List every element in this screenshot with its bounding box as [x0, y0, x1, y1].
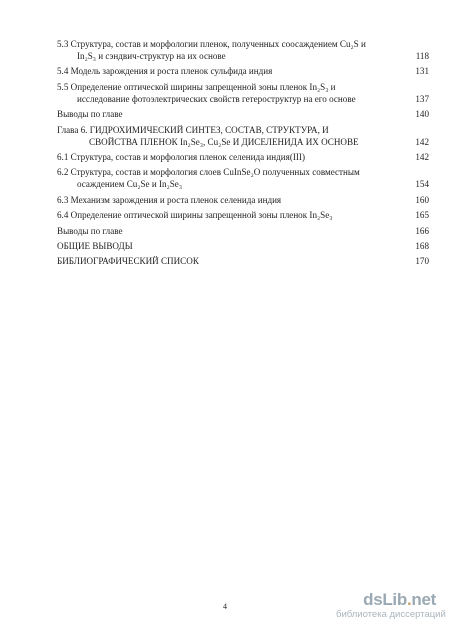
toc-page-number: 142: [415, 151, 429, 162]
toc-entry-text: 5.5 Определение оптической ширины запрещенной зоны пленок In₂S₃ и: [57, 81, 336, 92]
dslib-watermark: [336, 590, 446, 620]
toc-page-number: 170: [415, 256, 429, 267]
toc-chapter-title: СВОЙСТВА ПЛЕНОК In₂Se₃, Cu₂Se И ДИСЕЛЕНИДА ИХ ОСНОВЕ: [89, 136, 359, 147]
toc-entry-text: Выводы по главе: [57, 225, 123, 236]
toc-page-number: 142: [415, 136, 429, 147]
toc-entry-text: БИБЛИОГРАФИЧЕСКИЙ СПИСОК: [57, 256, 199, 267]
toc-entry[interactable]: [57, 255, 429, 267]
toc-entry-text: Выводы по главе: [57, 109, 123, 120]
toc-page-number: 131: [415, 66, 429, 77]
toc-entry[interactable]: [57, 194, 429, 206]
toc-chapter-entry[interactable]: [57, 124, 429, 148]
toc-page-number: 137: [415, 93, 429, 104]
toc-page-number: 168: [415, 240, 429, 251]
toc-entry[interactable]: [57, 81, 429, 105]
toc-entry-text: 5.4 Модель зарождения и роста пленок сульфида индия: [57, 66, 273, 77]
toc-entry[interactable]: [57, 108, 429, 120]
toc-entry-text: исследование фотоэлектрических свойств гетероструктур на его основе: [77, 93, 356, 104]
toc-entry[interactable]: [57, 65, 429, 77]
toc-entry-text: 6.4 Определение оптической ширины запрещенной зоны пленок In₂Se₃: [57, 210, 333, 221]
toc-page-number: 160: [415, 194, 429, 205]
toc-entry[interactable]: [57, 225, 429, 237]
toc-entry[interactable]: [57, 166, 429, 190]
toc-entry-text: осаждением Cu₂Se и In₂Se₃: [77, 179, 183, 190]
toc-entry[interactable]: [57, 240, 429, 252]
toc-entry-text: 6.1 Структура, состав и морфология пленок селенида индия(III): [57, 151, 305, 162]
toc-entry-text: 5.3 Структура, состав и морфологии пленок, полученных соосаждением Cu₂S и: [57, 39, 366, 49]
table-of-contents: [57, 38, 429, 271]
toc-page-number: 140: [415, 109, 429, 120]
toc-entry-text: 6.2 Структура, состав и морфология слоев CuInSe₂O полученных совместным: [57, 167, 360, 178]
toc-entry[interactable]: [57, 151, 429, 163]
page-number: 4: [223, 602, 227, 611]
toc-page-number: 165: [415, 210, 429, 221]
toc-chapter-title: Глава 6. ГИДРОХИМИЧЕСКИЙ СИНТЕЗ, СОСТАВ, СТРУКТУРА, И: [57, 124, 329, 135]
dslib-logo: dsLib.net: [363, 590, 436, 609]
toc-page-number: 118: [415, 51, 429, 61]
toc-page-number: 154: [415, 179, 429, 190]
toc-entry[interactable]: [57, 209, 429, 221]
toc-entry-text: 6.3 Механизм зарождения и роста пленок селенида индия: [57, 194, 282, 205]
watermark-subtitle: библиотека диссертаций: [336, 609, 446, 620]
toc-entry-text: In₂S₃ и сэндвич-структур на их основе: [77, 51, 226, 61]
toc-page-number: 166: [415, 225, 429, 236]
toc-entry[interactable]: [57, 38, 429, 62]
toc-entry-text: ОБЩИЕ ВЫВОДЫ: [57, 240, 133, 251]
